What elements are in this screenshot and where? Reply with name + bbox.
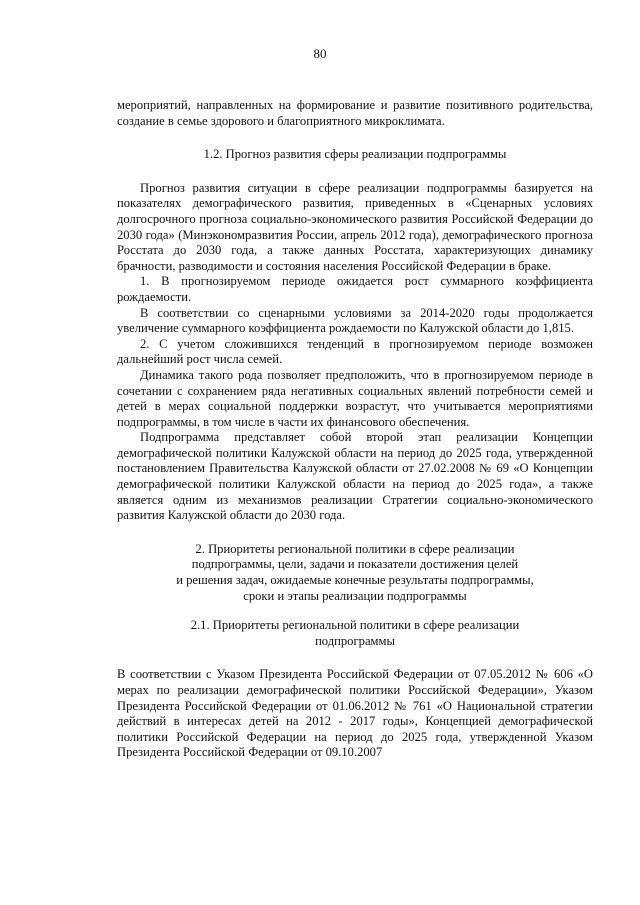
heading-line: и решения задач, ожидаемые конечные результаты подпрограммы,	[176, 573, 534, 588]
section-2-1-heading	[117, 618, 593, 649]
section-1-2-heading: 1.2. Прогноз развития сферы реализации подпрограммы	[203, 147, 507, 162]
section-2-1-paragraph: В соответствии с Указом Президента Российской Федерации от 07.05.2012 № 606 «О мерах по реализации демографической политики Российской Федерации», Указом Президента Российской Федерации от 01.06.2012 № 761 «О Национальной стратегии действий в интересах детей на 2012 - 2017 годы», Концепцией демографической политики Российской Федерации на период до 2025 года, утвержденной Указом Президента Российской Федерации от 09.10.2007	[117, 667, 593, 760]
document-body	[117, 98, 593, 761]
page-number: 80	[313, 46, 327, 61]
heading-line: сроки и этапы реализации подпрограммы	[243, 588, 467, 603]
section-1-2-paragraph: 2. С учетом сложившихся тенденций в прогнозируемом периоде возможен дальнейший рост числа семей.	[117, 336, 593, 367]
heading-line: подпрограммы	[315, 633, 395, 648]
section-1-2-paragraph: Прогноз развития ситуации в сфере реализации подпрограммы базируется на показателях демографического развития, приведенных в «Сценарных условиях долгосрочного прогноза социально-экономического развития Российской Федерации до 2030 года» (Минэкономразвития России, апрель 2012 года), демографического прогноза Росстата до 2030 года, а также данных Росстата, характеризующих динамику брачности, разводимости и состояния населения Российской Федерации в браке.	[117, 180, 593, 273]
section-2-heading	[117, 542, 593, 604]
heading-line: подпрограммы, цели, задачи и показатели достижения целей	[191, 557, 519, 572]
section-1-2-paragraph: В соответствии со сценарными условиями за 2014-2020 годы продолжается увеличение суммарного коэффициента рождаемости по Калужской области до 1,815.	[117, 305, 593, 336]
section-1-2-paragraph: Динамика такого рода позволяет предположить, что в прогнозируемом периоде в сочетании с сохранением ряда негативных социальных явлений потребности семей и детей в мерах социальной поддержки возрастут, что учитывается мероприятиями подпрограммы, в том числе в части их финансового обеспечения.	[117, 367, 593, 429]
intro-paragraph: мероприятий, направленных на формирование и развитие позитивного родительства, создание в семье здорового и благоприятного микроклимата.	[117, 98, 593, 128]
heading-line: 2.1. Приоритеты региональной политики в сфере реализации	[190, 618, 520, 633]
section-1-2-paragraph: 1. В прогнозируемом периоде ожидается рост суммарного коэффициента рождаемости.	[117, 274, 593, 304]
heading-line: 2. Приоритеты региональной политики в сфере реализации	[195, 541, 515, 556]
section-1-2-paragraph: Подпрограмма представляет собой второй этап реализации Концепции демографической политики Калужской области на период до 2025 года, утвержденной постановлением Правительства Калужской области от 27.02.2008 № 69 «О Концепции демографической политики Калужской области на период до 2025 года», а также является одним из механизмов реализации Стратегии социально-экономического развития Калужской области до 2030 года.	[117, 430, 593, 523]
